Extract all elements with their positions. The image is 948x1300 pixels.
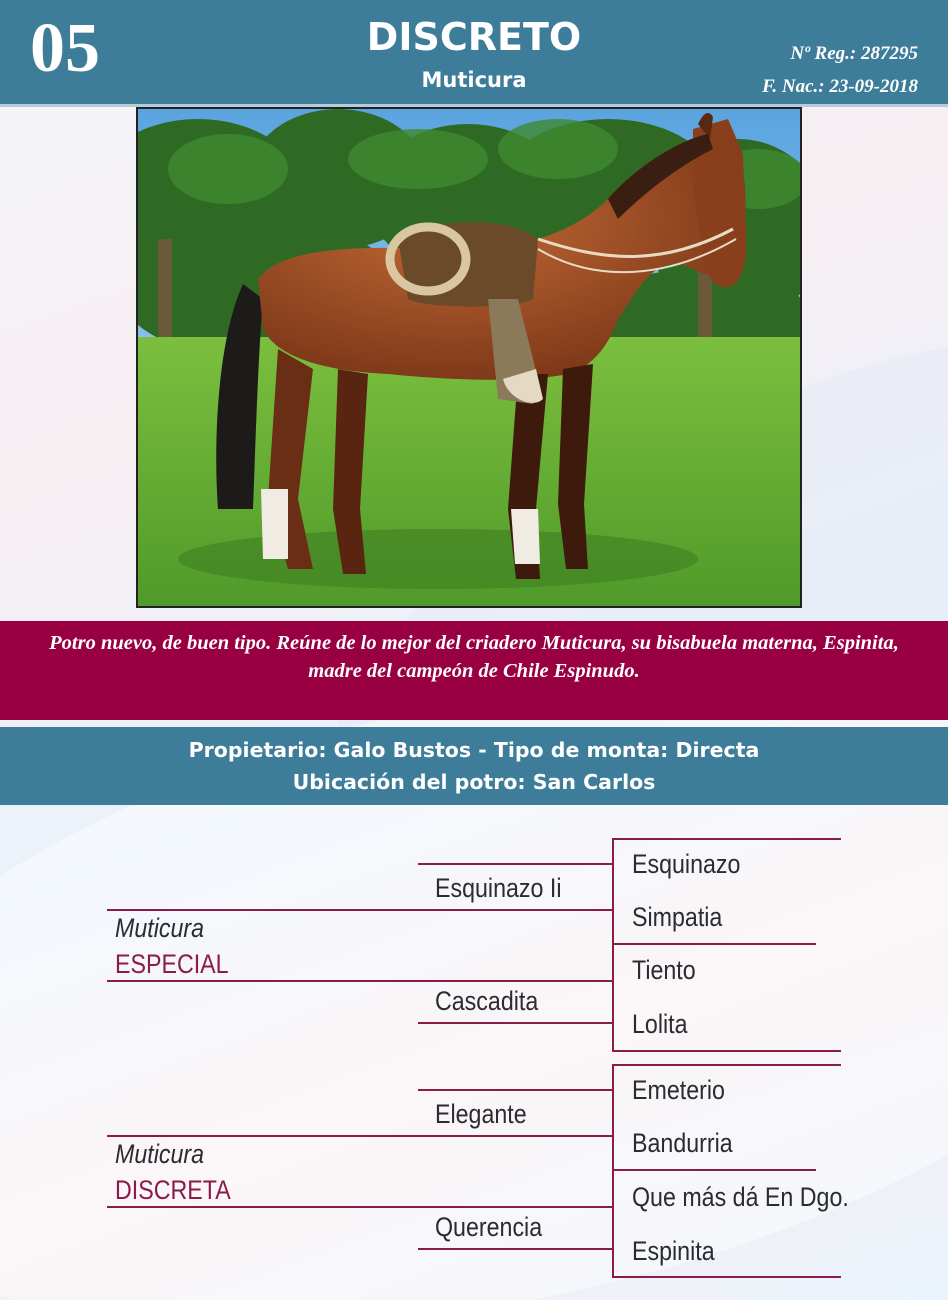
dam-dam: Querencia — [435, 1212, 543, 1242]
great-grandparent: Esquinazo — [632, 849, 741, 879]
great-grandparent: Que más dá En Dgo. — [632, 1182, 849, 1212]
horse-photo — [136, 107, 802, 608]
great-grandparent: Espinita — [632, 1236, 715, 1266]
great-grandparent: Tiento — [632, 955, 696, 985]
dam-name: DISCRETA — [115, 1175, 231, 1205]
horse-photo-illustration — [138, 109, 800, 606]
pedigree-line — [107, 1206, 613, 1208]
birth-date: F. Nac.: 23-09-2018 — [762, 76, 918, 97]
pedigree-line — [612, 1050, 841, 1052]
pedigree-line — [107, 909, 613, 911]
description-band — [0, 621, 948, 720]
pedigree-line — [612, 1064, 841, 1066]
pedigree-line — [418, 1248, 613, 1250]
pedigree-line — [612, 1169, 816, 1171]
location-line: Ubicación del potro: San Carlos — [292, 770, 656, 794]
pedigree-line — [612, 943, 816, 945]
pedigree-line — [418, 1022, 613, 1024]
pedigree-line — [612, 838, 614, 1052]
sire-breeder: Muticura — [115, 913, 205, 943]
great-grandparent: Emeterio — [632, 1075, 725, 1105]
dam-sire: Elegante — [435, 1099, 527, 1129]
dam-breeder: Muticura — [115, 1139, 205, 1169]
great-grandparent: Bandurria — [632, 1128, 733, 1158]
pedigree-line — [418, 863, 613, 865]
description-text: Potro nuevo, de buen tipo. Reúne de lo mejor del criadero Muticura, su bisabuela materna, Espinita, madre del campeón de Chile Espinudo. — [49, 632, 899, 682]
pedigree-line — [612, 1276, 841, 1278]
owner-line: Propietario: Galo Bustos - Tipo de monta: Directa — [188, 738, 760, 762]
pedigree-line — [418, 1089, 613, 1091]
pedigree-line — [612, 838, 841, 840]
breeder-name: Muticura — [421, 68, 527, 92]
info-band — [0, 727, 948, 805]
header-band — [0, 0, 948, 107]
pedigree-line — [612, 1064, 614, 1278]
sire-name: ESPECIAL — [115, 949, 229, 979]
pedigree-line — [107, 980, 613, 982]
sire-sire: Esquinazo Ii — [435, 873, 562, 903]
lot-number: 05 — [30, 10, 100, 87]
registration-number: Nº Reg.: 287295 — [790, 43, 918, 64]
great-grandparent: Simpatia — [632, 902, 723, 932]
horse-name: DISCRETO — [366, 15, 582, 59]
great-grandparent: Lolita — [632, 1009, 688, 1039]
sire-dam: Cascadita — [435, 986, 539, 1016]
pedigree-line — [107, 1135, 613, 1137]
